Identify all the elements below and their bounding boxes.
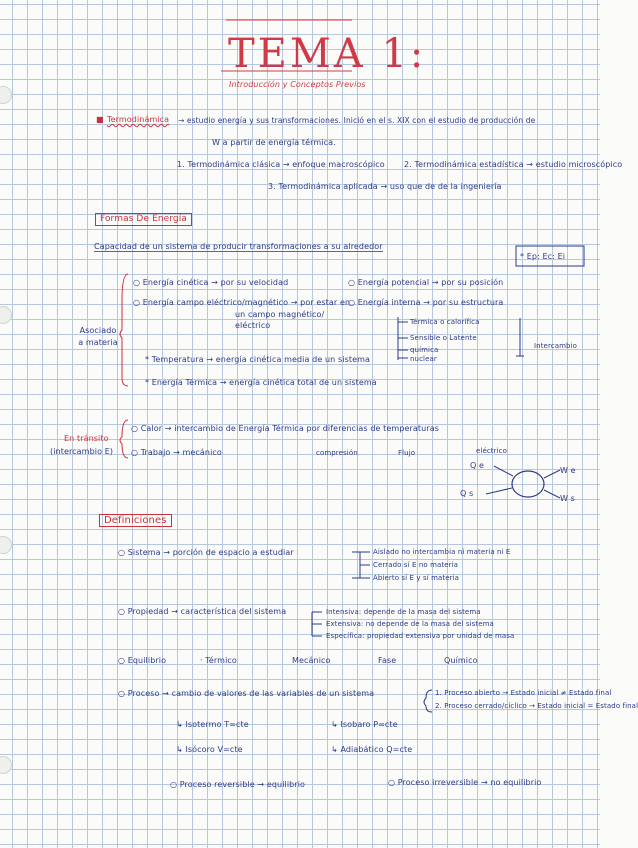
diagram-we: W e xyxy=(560,466,576,475)
interna-item-3: química xyxy=(410,346,439,354)
energy-definition: Capacidad de un sistema de producir transformaciones a su alrededor xyxy=(94,242,383,251)
proceso-isocoro: ↳ Isócoro V=cte xyxy=(176,745,243,754)
proceso-reversible: ○ Proceso reversible → equilibrio xyxy=(170,780,306,789)
trabajo-electrico: eléctrico xyxy=(476,447,508,455)
intro-type-3: 3. Termodinámica aplicada → uso que de de la ingeniería xyxy=(268,182,502,191)
trabajo-flujo: Flujo xyxy=(398,449,416,457)
energia-termica-def: * Energía Térmica → energía cinética total de un sistema xyxy=(145,378,377,387)
sistema-cerrado: Cerrado sí E no materia xyxy=(373,561,459,569)
proceso-adiabatico: ↳ Adiabático Q=cte xyxy=(331,745,413,754)
energia-campo: ○ Energía campo eléctrico/magnético → por estar en xyxy=(133,298,351,307)
section-header-formas: Formas De Energía xyxy=(95,213,192,226)
energia-campo-line3: eléctrico xyxy=(235,321,271,330)
page-subtitle: Introducción y Conceptos Previos xyxy=(229,80,366,89)
energy-box-note: * Ep: Ec: Ei xyxy=(520,252,566,261)
equilibrio-mecanico: Mecánico xyxy=(292,656,331,665)
proceso-isotermo: ↳ Isotermo T=cte xyxy=(176,720,249,729)
transito-sublabel: (intercambio E) xyxy=(50,447,114,456)
intro-type-2: 2. Termodinámica estadística → estudio microscópico xyxy=(404,160,623,169)
diagram-qs: Q s xyxy=(460,489,474,498)
diagram-qe: Q e xyxy=(470,461,485,470)
intro-line-2: W a partir de energía térmica. xyxy=(212,138,336,147)
section-label-termodinamica: Termodinámica xyxy=(107,115,170,124)
trabajo-compresion: compresión xyxy=(316,449,358,457)
transito-label: En tránsito xyxy=(64,434,109,443)
diagram-ws: W s xyxy=(560,494,575,503)
proceso-isobaro: ↳ Isobaro P=cte xyxy=(331,720,398,729)
intro-line-1: → estudio energía y sus transformaciones. Inició en el s. XIX con el estudio de producción de xyxy=(178,116,536,125)
propiedad-especifica: Específica: propiedad extensiva por unidad de masa xyxy=(326,632,515,640)
energia-campo-line2: un campo magnético/ xyxy=(235,310,325,319)
energia-potencial: ○ Energía potencial → por su posición xyxy=(348,278,504,287)
energia-interna: ○ Energía interna → por su estructura xyxy=(348,298,504,307)
proceso-abierto: 1. Proceso abierto → Estado inicial ≠ Estado final xyxy=(435,689,612,697)
propiedad-intensiva: Intensiva: depende de la masa del sistema xyxy=(326,608,481,616)
sistema-aislado: Aislado no intercambia ni materia ni E xyxy=(373,548,511,556)
section-header-definiciones: Definiciones xyxy=(99,514,172,527)
energia-cinetica: ○ Energía cinética → por su velocidad xyxy=(133,278,289,287)
interna-item-2: Sensible o Latente xyxy=(410,334,477,342)
temperatura-def: * Temperatura → energía cinética media de un sistema xyxy=(145,355,370,364)
calor-def: ○ Calor → intercambio de Energía Térmica por diferencias de temperaturas xyxy=(131,424,439,433)
equilibrio-fase: Fase xyxy=(378,656,397,665)
sistema-abierto: Abierto sí E y sí materia xyxy=(373,574,460,582)
propiedad-extensiva: Extensiva: no depende de la masa del sistema xyxy=(326,620,494,628)
equilibrio-termico: · Térmico xyxy=(200,656,237,665)
proceso-irreversible: ○ Proceso irreversible → no equilibrio xyxy=(388,778,542,787)
page-title: TEMA 1: xyxy=(228,31,427,77)
proceso-def: ○ Proceso → cambio de valores de las variables de un sistema xyxy=(118,689,375,698)
proceso-cerrado: 2. Proceso cerrado/cíclico → Estado inicial = Estado final xyxy=(435,702,638,710)
propiedad-def: ○ Propiedad → característica del sistema xyxy=(118,607,287,616)
equilibrio-label: ○ Equilibrio xyxy=(118,656,167,665)
equilibrio-quimico: Químico xyxy=(444,656,478,665)
asociada-label: Asociado a materia xyxy=(78,326,118,347)
intercambio-label: Intercambio xyxy=(534,342,578,350)
interna-item-4: nuclear xyxy=(410,355,437,363)
trabajo-def: ○ Trabajo → mecánico xyxy=(131,448,222,457)
sistema-def: ○ Sistema → porción de espacio a estudiar xyxy=(118,548,294,557)
intro-type-1: 1. Termodinámica clásica → enfoque macroscópico xyxy=(177,160,385,169)
bullet-square: ■ xyxy=(96,115,104,124)
interna-item-1: Térmica o calorífica xyxy=(410,318,480,326)
